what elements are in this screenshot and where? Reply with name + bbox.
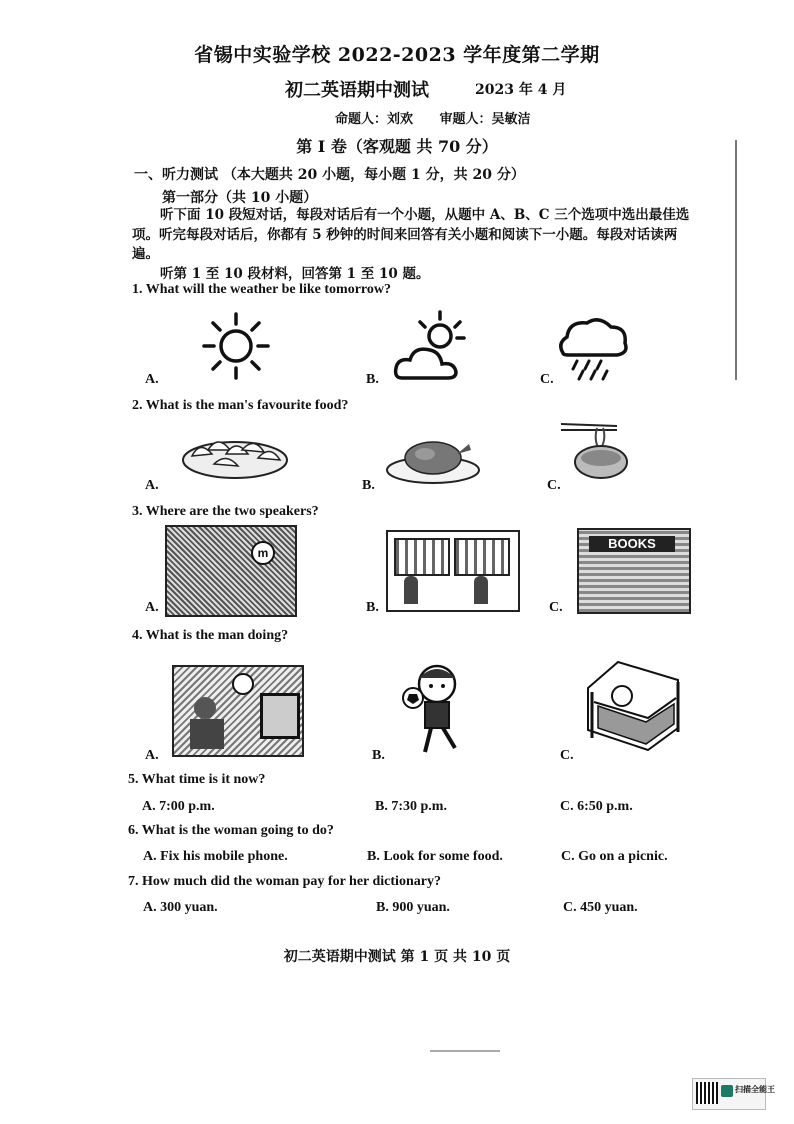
boy-in-bed-icon <box>578 658 690 754</box>
authors-line <box>335 108 553 127</box>
option-c: C. <box>549 600 563 615</box>
option-b: B. 900 yuan. <box>376 900 450 915</box>
option-a: A. <box>145 372 159 387</box>
question-text: What will the weather be like tomorrow? <box>145 282 391 297</box>
option-a: A. <box>145 748 159 763</box>
question-text: What is the man doing? <box>145 628 289 643</box>
option-b: B. <box>362 478 375 493</box>
exam-subtitle: 初二英语期中测试 <box>285 80 429 101</box>
option-b: B. Look for some food. <box>367 849 503 864</box>
bookstore-picture <box>577 528 691 614</box>
section-subheading: 第一部分（共 10 小题） <box>162 190 318 206</box>
option-c: C. 6:50 p.m. <box>560 799 633 814</box>
man-watching-tv-picture <box>172 665 304 757</box>
train-seats-picture <box>386 530 520 612</box>
option-b: B. <box>366 372 379 387</box>
binding-edge-mark <box>735 140 753 380</box>
author: 命题人：刘欢 <box>335 112 414 127</box>
option-b: B. <box>366 600 379 615</box>
noodles-bowl-icon <box>557 418 637 484</box>
part-title: 第 I 卷（客观题 共 70 分） <box>296 137 498 156</box>
partly-cloudy-icon <box>392 308 472 384</box>
reviewer: 审题人：吴敏洁 <box>439 112 531 127</box>
scan-line-divider <box>430 1050 500 1052</box>
option-b: B. 7:30 p.m. <box>375 799 447 814</box>
question-text: Where are the two speakers? <box>145 504 319 519</box>
bookstore-sign: BOOKS <box>589 536 675 552</box>
section-instructions: 听下面 10 段短对话，每段对话后有一个小题，从题中 A、B、C 三个选项中选出最佳选项。听完每段对话后，你都有 5 秒钟的时间来回答有关小题和阅读下一小题。每段对话读两遍。 <box>132 207 690 262</box>
question-5: 5. What time is it now? <box>128 772 266 787</box>
boy-playing-football-icon <box>395 660 475 760</box>
tv-icon <box>260 693 300 739</box>
option-a: A. 300 yuan. <box>143 900 218 915</box>
question-text: How much did the woman pay for her dictionary? <box>142 874 441 889</box>
question-text: What is the man's favourite food? <box>145 398 349 413</box>
question-6: 6. What is the woman going to do? <box>128 823 334 838</box>
option-b: B. <box>372 748 385 763</box>
scanner-watermark-badge <box>692 1078 775 1110</box>
scanner-label: 扫描全能王 <box>735 1085 775 1094</box>
section-heading: 一、听力测试 （本大题共 20 小题，每小题 1 分，共 20 分） <box>134 167 525 183</box>
option-c: C. 450 yuan. <box>563 900 638 915</box>
qr-code-icon <box>696 1082 718 1104</box>
option-c: C. Go on a picnic. <box>561 849 668 864</box>
dumplings-icon <box>180 428 290 482</box>
material-note: 听第 1 至 10 段材料，回答第 1 至 10 题。 <box>160 266 430 282</box>
exam-title: 省锡中实验学校 2022-2023 学年度第二学期 <box>194 44 600 66</box>
rain-cloud-icon <box>555 313 631 383</box>
option-a: A. <box>145 600 159 615</box>
question-1: 1. What will the weather be like tomorrow? <box>132 282 391 297</box>
option-a: A. <box>145 478 159 493</box>
option-a: A. 7:00 p.m. <box>142 799 215 814</box>
roast-chicken-icon <box>385 430 481 486</box>
option-c: C. <box>540 372 554 387</box>
question-text: What is the woman going to do? <box>141 823 334 838</box>
camscanner-logo-icon <box>721 1085 733 1097</box>
street-scene-picture <box>165 525 297 617</box>
option-a: A. Fix his mobile phone. <box>143 849 288 864</box>
metro-sign-icon: m <box>251 541 275 565</box>
question-2: 2. What is the man's favourite food? <box>132 398 349 413</box>
question-3: 3. Where are the two speakers? <box>132 504 319 519</box>
exam-date: 2023 年 4 月 <box>475 82 567 98</box>
question-7: 7. How much did the woman pay for her dictionary? <box>128 874 441 889</box>
sun-icon <box>200 308 272 380</box>
question-text: What time is it now? <box>141 772 266 787</box>
question-4: 4. What is the man doing? <box>132 628 289 643</box>
clock-icon <box>232 673 254 695</box>
page-footer: 初二英语期中测试 第 1 页 共 10 页 <box>283 949 511 965</box>
option-c: C. <box>547 478 561 493</box>
option-c: C. <box>560 748 574 763</box>
